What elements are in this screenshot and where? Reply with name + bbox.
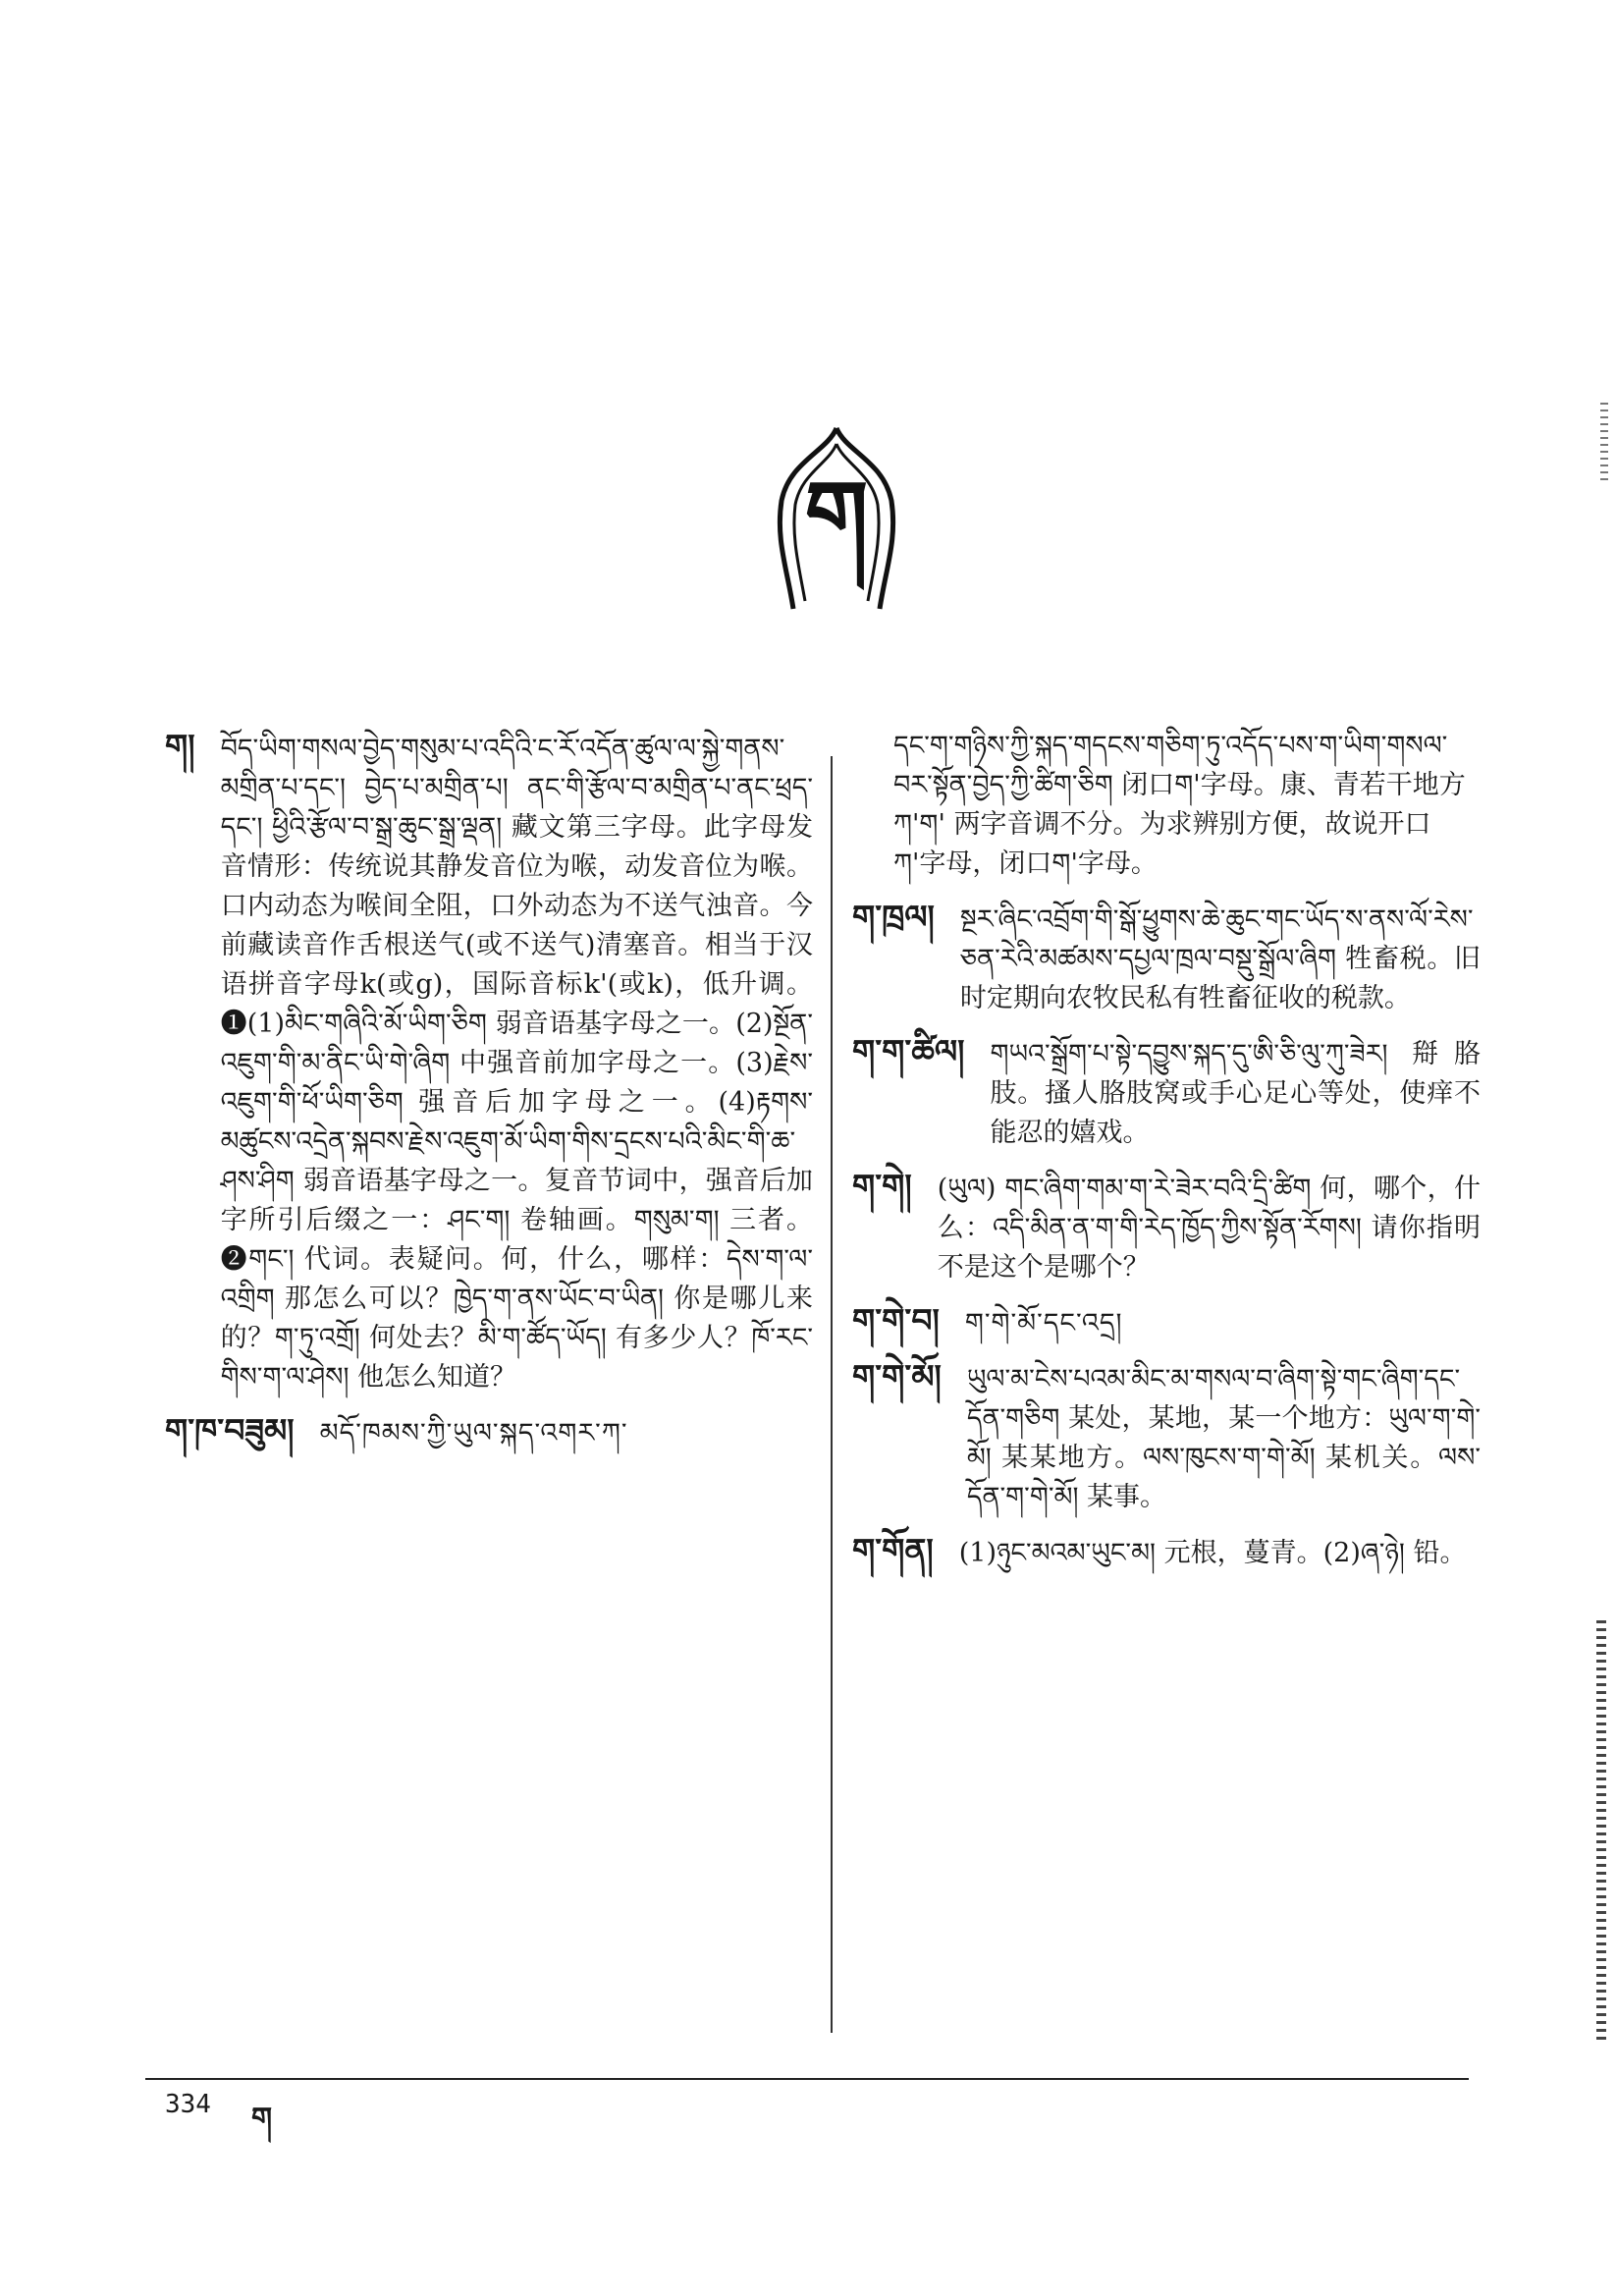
dictionary-entry	[165, 1411, 813, 1453]
dictionary-entry	[852, 1167, 1481, 1287]
entry-definition: བོད་ཡིག་གསལ་བྱེད་གསུམ་པ་འདིའི་ང་རོ་འདོན་ཚུལ་ལ་སྐྱེ་གནས་མགྲིན་པ་དང་། བྱེད་པ་མགྲིན་པ། ནང་གི་རྩོལ་བ་མགྲིན་པ་ནང་ཕྲད་དང་། ཕྱིའི་རྩོལ་བ་སྒྲ་ཆུང་སྒྲ་ལྡན། 藏文第三字母。此字母发音情形：传统说其静发音位为喉，动发音位为喉。口内动态为喉间全阻，口外动态为不送气浊音。今前藏读音作舌根送气(或不送气)清塞音。相当于汉语拼音字母k(或g)，国际音标k'(或k)，低升调。❶(1)མིང་གཞིའི་མོ་ཡིག་ཅིག 弱音语基字母之一。(2)སྔོན་འཇུག་གི་མ་ནིང་ཡི་གེ་ཞིག 中强音前加字母之一。(3)རྗེས་འཇུག་གི་ཕོ་ཡིག་ཅིག 强音后加字母之一。(4)རྟགས་མཚུངས་འདྲེན་སྐབས་རྗེས་འཇུག་མོ་ཡིག་གིས་དྲངས་པའི་མིང་གི་ཆ་ཤས་ཤིག 弱音语基字母之一。复音节词中，强音后加字所引后缀之一：ཤང་ག། 卷轴画。གསུམ་ག། 三者。❷གང་། 代词。表疑问。何，什么，哪样：དེས་ག་ལ་འགྲིག 那怎么可以？ཁྱེད་ག་ནས་ཡོང་བ་ཡིན། 你是哪儿来的？ག་ཏུ་འགྲོ། 何处去？མི་ག་ཚོད་ཡོད། 有多少人？ཁོ་རང་གིས་ག་ལ་ཤེས། 他怎么知道？	[220, 734, 813, 1393]
entry-headword: ག་གོན།	[852, 1531, 934, 1569]
section-letter: ག	[804, 462, 869, 567]
dictionary-entry	[852, 898, 1481, 1018]
entry-headword: ག་ག་ཚིལ།	[852, 1032, 965, 1070]
entry-headword: ག།	[165, 727, 195, 765]
right-column	[852, 727, 1481, 1587]
footer-rule	[145, 2078, 1469, 2080]
entry-definition: མདོ་ཁམས་ཀྱི་ཡུལ་སྐད་འགར་ཀ་	[319, 1418, 628, 1449]
entry-definition: ཡུལ་མ་ངེས་པའམ་མིང་མ་གསལ་བ་ཞིག་སྟེ་གང་ཞིག་དང་དོན་གཅིག 某处，某地，某一个地方：ཡུལ་ག་གེ་མོ། 某某地方。ལས་ཁུངས་ག་གེ་མོ། 某机关。ལས་དོན་ག་གེ་མོ། 某事。	[966, 1364, 1481, 1512]
entry-headword: ག་གེ་མོ།	[852, 1357, 942, 1395]
scan-edge-marks	[1596, 1620, 1606, 2043]
entry-headword: ག་གེ།	[852, 1167, 912, 1205]
entry-definition: (1)ཉུང་མའམ་ཡུང་མ། 元根，蔓青。(2)ཞ་ཉེ། 铅。	[958, 1538, 1467, 1568]
page-number: 334	[165, 2090, 211, 2119]
entry-definition: (ཡུལ) གང་ཞིག་གམ་ག་རེ་ཟེར་བའི་དྲི་ཚིག 何，哪个，什么：འདི་མིན་ན་ག་གི་རེད་ཁྱོད་ཀྱིས་སྟོན་རོགས། 请你指明不是这个是哪个？	[937, 1174, 1481, 1283]
entry-definition: སྔར་ཞིང་འབྲོག་གི་སྒོ་ཕྱུགས་ཆེ་ཆུང་གང་ཡོད་ས་ནས་ལོ་རེས་ཅན་རེའི་མཚམས་དཔྱལ་ཁྲལ་བསྡུ་སྒྲོལ་ཞིག 牲畜税。旧时定期向农牧民私有牲畜征收的税款。	[959, 904, 1481, 1013]
entry-definition: ག་གེ་མོ་དང་འདྲ།	[964, 1308, 1123, 1339]
entry-definition: གཡའ་སྒྲོག་པ་སྟེ་དབྱུས་སྐད་དུ་ཨི་ཅི་ལུ་ཀུ་ཟེར། 搿胳肢。搔人胳肢窝或手心足心等处，使痒不能忍的嬉戏。	[990, 1039, 1481, 1148]
dictionary-entry	[852, 1357, 1481, 1517]
entry-continuation	[852, 727, 1481, 884]
entry-headword: ག་ཁྲལ།	[852, 898, 935, 936]
left-column	[165, 727, 813, 1467]
scan-edge-marks	[1600, 403, 1608, 481]
dictionary-entry	[852, 1032, 1481, 1153]
dictionary-entry	[852, 1301, 1481, 1343]
running-head: ག	[251, 2102, 273, 2136]
entry-headword: ག་གེ་བ།	[852, 1301, 940, 1339]
column-divider	[831, 756, 833, 2033]
entry-definition: དང་ག་གཉིས་ཀྱི་སྐད་གདངས་གཅིག་ཏུ་འདོད་པས་ག་ཡིག་གསལ་བར་སྟོན་བྱེད་ཀྱི་ཚིག་ཅིག 闭口ག'字母。康、青若干地方ཀ'ག' 两字音调不分。为求辨别方便，故说开口ཀ'字母，闭口ག'字母。	[893, 731, 1466, 879]
dictionary-entry	[165, 727, 813, 1397]
entry-headword: ག་ཁ་བཟུམ།	[165, 1411, 295, 1449]
dictionary-entry	[852, 1531, 1481, 1573]
